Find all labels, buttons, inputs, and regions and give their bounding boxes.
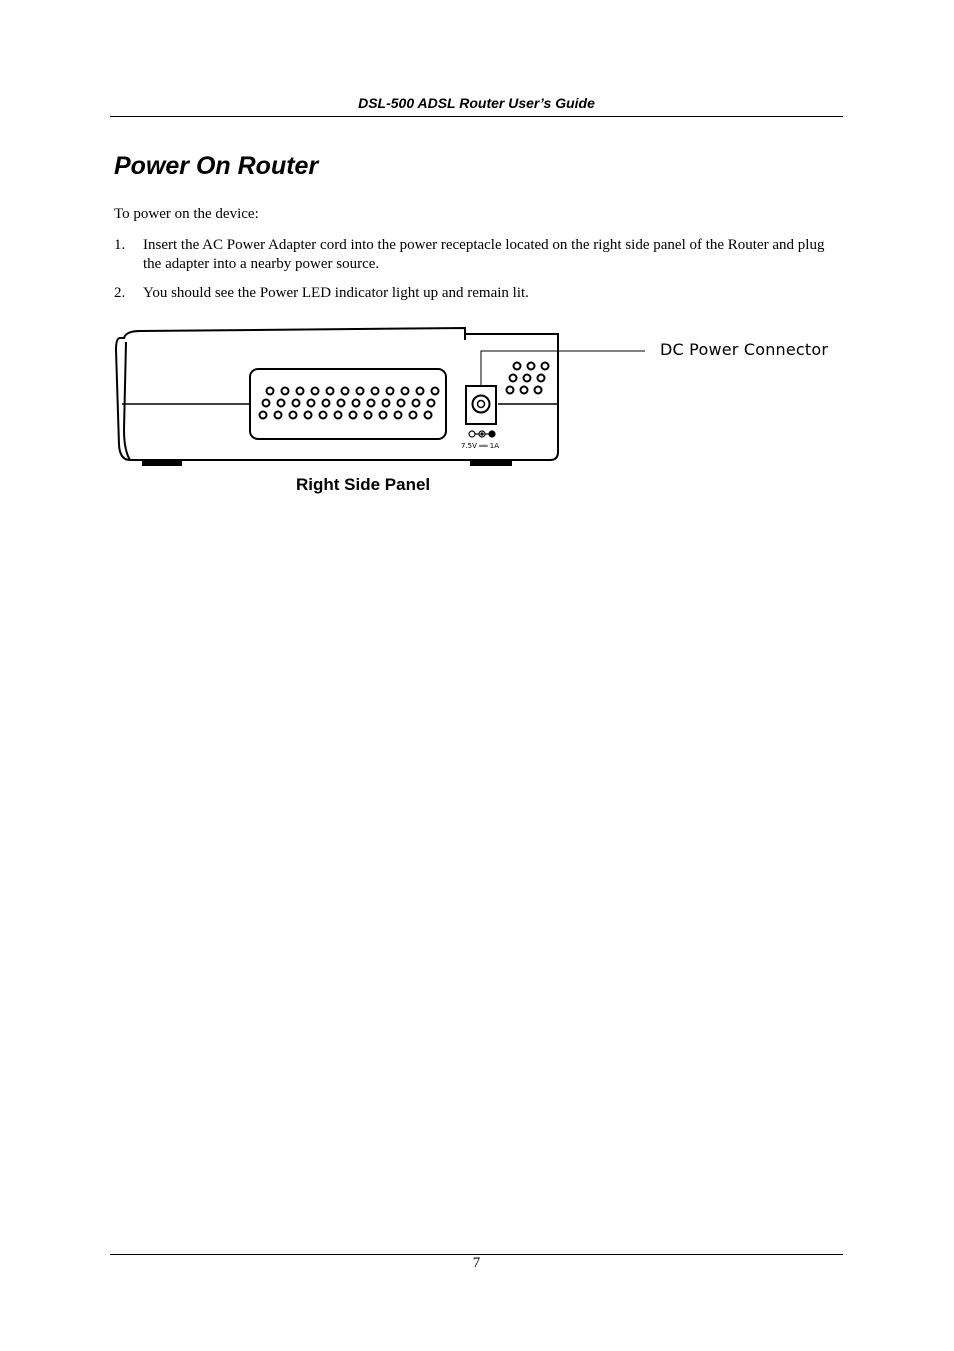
vent-hole (290, 412, 297, 419)
vent-hole (278, 400, 285, 407)
vent-hole (323, 400, 330, 407)
vent-hole (353, 400, 360, 407)
list-item (114, 236, 844, 276)
list-item-text: You should see the Power LED indicator light up and remain lit. (143, 285, 529, 301)
header-rule (110, 116, 843, 117)
vent-hole (267, 388, 274, 395)
vent-hole (297, 388, 304, 395)
vent-hole (335, 412, 342, 419)
vent-hole (432, 388, 439, 395)
intro-text: To power on the device: (114, 206, 259, 222)
vent-hole (338, 400, 345, 407)
vent-hole (305, 412, 312, 419)
power-rating-label: 7.5V ══ 1A (461, 442, 500, 450)
vent-hole (282, 388, 289, 395)
vent-hole (398, 400, 405, 407)
page-number: 7 (472, 1255, 481, 1271)
vent-hole (260, 412, 267, 419)
vent-hole (312, 388, 319, 395)
vent-hole (417, 388, 424, 395)
vent-hole (308, 400, 315, 407)
vent-hole (263, 400, 270, 407)
vent-hole (350, 412, 357, 419)
section-title: Power On Router (114, 152, 319, 180)
dc-power-connector-label: DC Power Connector (660, 340, 829, 359)
vent-hole (402, 388, 409, 395)
list-item-number: 1. (114, 237, 126, 253)
vent-hole (387, 388, 394, 395)
vent-hole (293, 400, 300, 407)
vent-hole (365, 412, 372, 419)
vent-hole (428, 400, 435, 407)
vent-hole (342, 388, 349, 395)
list-item (114, 284, 844, 304)
vent-hole (425, 412, 432, 419)
header-title: DSL-500 ADSL Router User’s Guide (358, 95, 595, 111)
vent-hole (410, 412, 417, 419)
list-item-number: 2. (114, 285, 126, 301)
list-item-text: Insert the AC Power Adapter cord into the power receptacle located on the right side panel of the Router and plug the adapter into a nearby power source. (143, 237, 825, 272)
vent-hole (275, 412, 282, 419)
vent-hole (320, 412, 327, 419)
vent-hole (372, 388, 379, 395)
vent-hole (383, 400, 390, 407)
vent-hole (413, 400, 420, 407)
vent-hole (380, 412, 387, 419)
vent-hole (357, 388, 364, 395)
vent-hole (327, 388, 334, 395)
vent-hole (395, 412, 402, 419)
figure-caption: Right Side Panel (296, 475, 431, 494)
vent-hole (368, 400, 375, 407)
